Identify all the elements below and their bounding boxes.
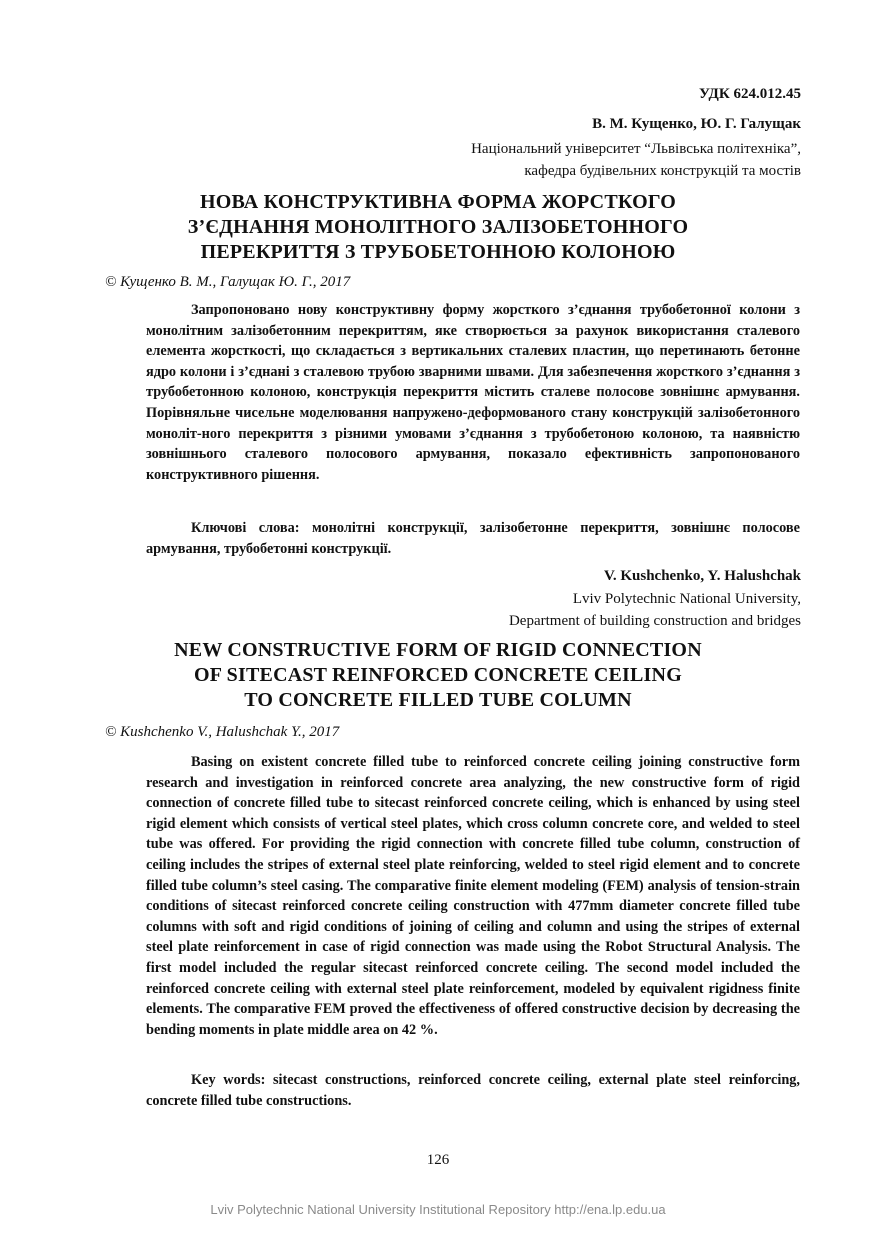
page-number: 126 (426, 1152, 450, 1168)
ua-title-line2: З’ЄДНАННЯ МОНОЛІТНОГО ЗАЛІЗОБЕТОННОГО (187, 216, 689, 238)
en-authors: V. Kushchenko, Y. Halushchak (603, 568, 801, 584)
ua-affiliation-line2: кафедра будівельних конструкцій та мостів (524, 163, 801, 179)
en-affiliation (509, 588, 801, 632)
ua-authors: В. М. Кущенко, Ю. Г. Галущак (592, 116, 801, 132)
en-keywords: Key words: sitecast constructions, reinforced concrete ceiling, external plate steel reinforcing, concrete filled tube constructions. (146, 1072, 800, 1109)
en-title-line3: TO CONCRETE FILLED TUBE COLUMN (244, 689, 632, 711)
en-affiliation-line1: Lviv Polytechnic National University, (572, 591, 801, 607)
en-abstract: Basing on existent concrete filled tube to reinforced concrete ceiling joining constructive form research and investigation in reinforced concrete area analyzing, the new constructive form of rigid connection of concrete filled tube to sitecast reinforced concrete ceiling, which is enhanced by using steel rigid element which consists of vertical steel plates, which cross column concrete core, and welded to steel tube was offered. For providing the rigid connection with concrete filled tube column, construction of ceiling includes the stripes of external steel plate reinforcing, welded to steel rigid element and to concrete filled tube column’s steel casing. The comparative finite element modeling (FEM) analysis of tension-strain conditions of sitecast reinforced concrete ceiling construction with 477mm diameter concrete filled tube columns with soft and rigid conditions of joining of ceiling and column and using the stripes of external steel plate reinforcement in case of rigid connection was made using the Robot Structural Analysis. The first model included the regular sitecast reinforced concrete ceiling. The second model included the reinforced concrete ceiling with external steel plate reinforcement, modeled by equivalent rigidness finite elements. The comparative FEM proved the effectiveness of offered constructive decision by decreasing the bending moments in plate middle area on 42 %. (146, 754, 800, 1038)
en-affiliation-line2: Department of building construction and bridges (508, 613, 801, 629)
ua-abstract: Запропоновано нову конструктивну форму жорсткого з’єднання трубобетонної колони з монолітним залізобетонним перекриттям, яке створюється за рахунок використання сталевого елемента жорсткості, що складається з вертикальних сталевих пластин, що перетинають бетонне ядро колони і з’єднані з сталевою трубою зварними швами. Для забезпечення жорсткого з’єднання з трубобетонною колоною, конструкція перекриття містить сталеве полосове зовнішнє армування. Порівняльне чисельне моделювання напружено-деформованого стану конструкцій залізобетонного моноліт-ного перекриття з різними умовами з’єднання з трубобетоною колоною, та наявністю зовнішнього сталевого полосового армування, показало ефективність запропонованого конструктивного рішення. (146, 302, 800, 483)
en-copyright: © Kushchenko V., Halushchak Y., 2017 (105, 724, 340, 740)
ua-keywords: Ключові слова: монолітні конструкції, залізобетонне перекриття, зовнішнє полосове армування, трубобетонні конструкції. (146, 520, 800, 557)
en-title-line1: NEW CONSTRUCTIVE FORM OF RIGID CONNECTION (174, 639, 702, 661)
ua-affiliation-line1: Національний університет “Львівська політехніка”, (471, 141, 801, 157)
ua-title-line1: НОВА КОНСТРУКТИВНА ФОРМА ЖОРСТКОГО (199, 191, 677, 213)
ua-title-line3: ПЕРЕКРИТТЯ З ТРУБОБЕТОННОЮ КОЛОНОЮ (200, 241, 676, 263)
en-title (80, 638, 796, 713)
repository-footer: Lviv Polytechnic National University Institutional Repository http://ena.lp.edu.ua (210, 1202, 666, 1217)
udk-code: УДК 624.012.45 (699, 86, 801, 102)
en-title-line2: OF SITECAST REINFORCED CONCRETE CEILING (194, 664, 682, 686)
ua-copyright: © Кущенко В. М., Галущак Ю. Г., 2017 (105, 274, 351, 290)
ua-affiliation (471, 138, 801, 182)
ua-title (80, 190, 796, 265)
